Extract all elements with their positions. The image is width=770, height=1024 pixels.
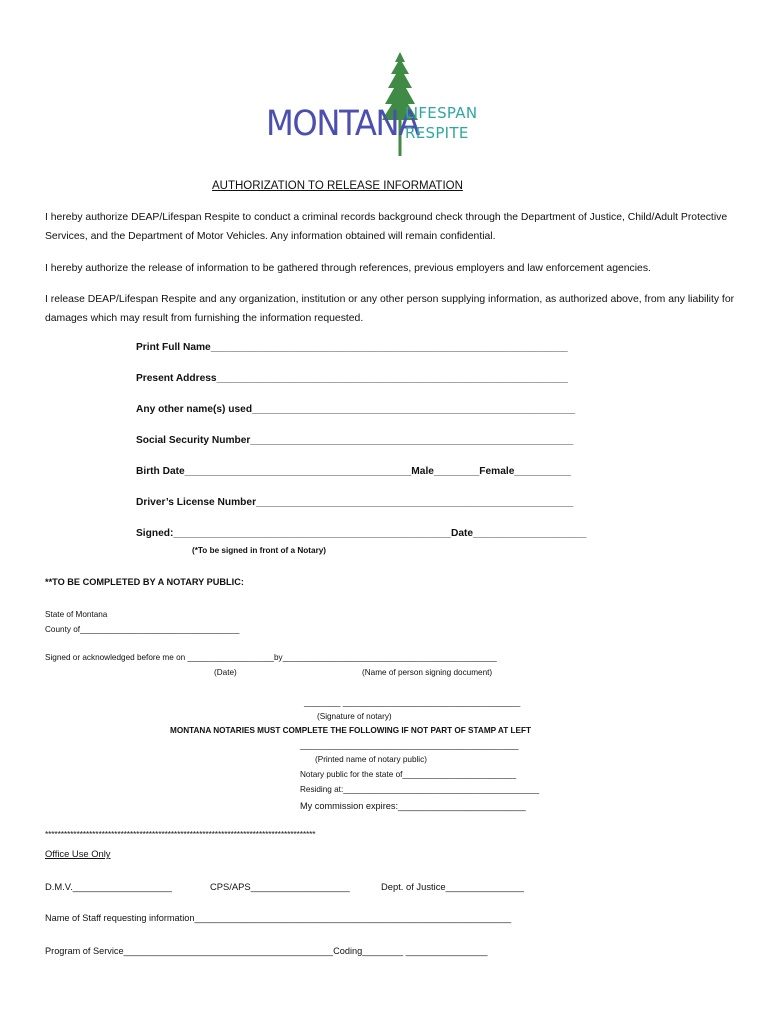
page-title: AUTHORIZATION TO RELEASE INFORMATION <box>212 180 463 192</box>
paragraph-authorize-release: I hereby authorize the release of information to be gathered through references, previous employers and law enforcement agencies. <box>45 263 651 274</box>
signed-note: (*To be signed in front of a Notary) <box>192 546 327 555</box>
other-names-field[interactable]: Any other name(s) used_________________________________________________________ <box>136 404 575 415</box>
notary-state-field[interactable]: Notary public for the state of_________________________ <box>300 770 517 779</box>
cps-aps-field[interactable]: CPS/APS___________________ <box>210 881 350 892</box>
date-caption: (Date) <box>214 668 237 677</box>
staff-requesting-field[interactable]: Name of Staff requesting information______________________________________________________________ <box>45 913 512 923</box>
name-caption: (Name of person signing document) <box>362 668 493 677</box>
montana-notary-note: MONTANA NOTARIES MUST COMPLETE THE FOLLOWING IF NOT PART OF STAMP AT LEFT <box>170 726 531 735</box>
birth-date-gender-field[interactable]: Birth Date________________________________________Male________Female__________ <box>136 466 572 477</box>
commission-expires-field[interactable]: My commission expires:_________________________ <box>300 801 526 811</box>
logo-sub-top: LIFESPAN <box>405 104 478 122</box>
dmv-field[interactable]: D.M.V.___________________ <box>45 881 172 892</box>
signature-caption: (Signature of notary) <box>317 712 392 721</box>
notary-state: State of Montana <box>45 610 108 619</box>
drivers-license-field[interactable]: Driver’s License Number________________________________________________________ <box>136 497 574 508</box>
program-coding-field[interactable]: Program of Service_________________________________________Coding________ ________________ <box>45 946 488 956</box>
paragraph-authorize-check: I hereby authorize DEAP/Lifespan Respite to conduct a criminal records background check through the Department of Justice, Child/Adult Protective Services, and the Department of Motor Vehicles. Any information obtained will remain confidential. <box>45 212 728 242</box>
notary-heading: **TO BE COMPLETED BY A NOTARY PUBLIC: <box>45 577 244 587</box>
montana-lifespan-respite-logo <box>262 50 478 158</box>
present-address-field[interactable]: Present Address______________________________________________________________ <box>136 373 568 384</box>
signature-date-field[interactable]: Signed:_________________________________________________Date____________________ <box>136 528 587 539</box>
notary-acknowledged-field[interactable]: Signed or acknowledged before me on ___________________by_______________________________________________ <box>45 653 497 662</box>
printed-name-line[interactable]: ________________________________________________ <box>300 741 519 750</box>
office-use-heading: Office Use Only <box>45 848 111 859</box>
logo-word: MONTANA <box>266 104 419 144</box>
notary-county-field[interactable]: County of___________________________________ <box>45 625 240 634</box>
print-full-name-field[interactable]: Print Full Name_______________________________________________________________ <box>136 342 568 353</box>
ssn-field[interactable]: Social Security Number_________________________________________________________ <box>136 435 574 446</box>
notary-signature-line[interactable]: ________ _______________________________________ <box>304 698 521 707</box>
residing-field[interactable]: Residing at:___________________________________________ <box>300 785 540 794</box>
dept-justice-field[interactable]: Dept. of Justice_______________ <box>381 881 524 892</box>
logo-sub-bottom: RESPITE <box>405 124 469 142</box>
separator-line: ************************************************************************************** <box>45 829 316 839</box>
printed-name-caption: (Printed name of notary public) <box>315 755 427 764</box>
paragraph-release-liability: I release DEAP/Lifespan Respite and any organization, institution or any other person supplying information, as authorized above, from any liability for damages which may result from furnishing the information requested. <box>45 294 735 324</box>
